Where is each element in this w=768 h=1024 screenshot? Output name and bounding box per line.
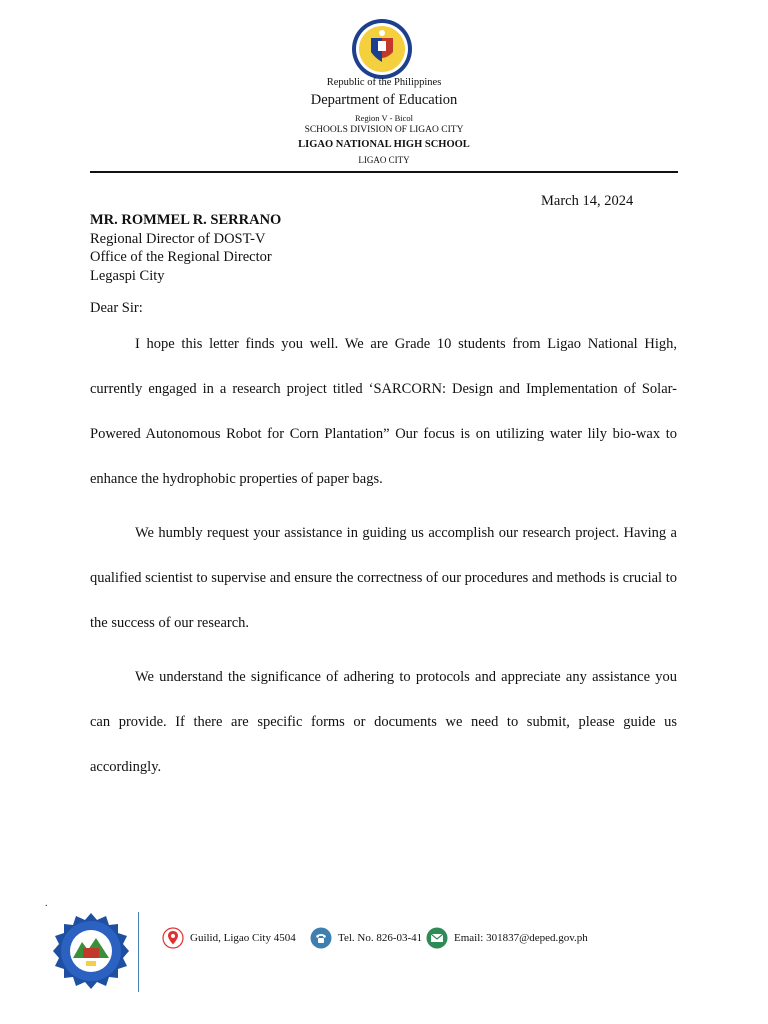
body-paragraph-3: We understand the significance of adhering to protocols and appreciate any assistance you can provide. If there are specific forms or documents we need to submit, please guide us accordingly. xyxy=(90,669,677,775)
header-division: SCHOOLS DIVISION OF LIGAO CITY xyxy=(304,125,464,135)
header-school: LIGAO NATIONAL HIGH SCHOOL xyxy=(298,139,470,150)
school-logo xyxy=(52,912,130,990)
recipient-address xyxy=(90,211,281,285)
recipient-title: Regional Director of DOST-V xyxy=(90,230,266,247)
body-paragraph-2: We humbly request your assistance in guiding us accomplish our research project. Having a qualified scientist to supervise and ensure the correctness of our procedures and methods is crucial to the success of our research. xyxy=(90,525,677,631)
email-icon xyxy=(426,927,448,949)
footer-address xyxy=(162,926,296,950)
recipient-office: Office of the Regional Director xyxy=(90,249,272,265)
phone-icon xyxy=(310,927,332,949)
header-divider xyxy=(90,171,678,173)
footer-address-text: Guilid, Ligao City 4504 xyxy=(190,932,296,944)
header-department: Department of Education xyxy=(310,92,458,108)
footer-email-text: Email: 301837@deped.gov.ph xyxy=(454,932,588,944)
letter-date: March 14, 2024 xyxy=(541,193,634,209)
header-region: Region V - Bicol xyxy=(354,113,413,123)
header-country: Republic of the Philippines xyxy=(326,77,442,88)
footer-divider xyxy=(138,912,139,992)
recipient-name: MR. ROMMEL R. SERRANO xyxy=(90,212,282,228)
deped-seal-logo xyxy=(351,18,413,80)
footer-phone-text: Tel. No. 826-03-41 xyxy=(338,932,423,944)
body-paragraph-1: I hope this letter finds you well. We are Grade 10 students from Ligao National High, currently engaged in a research project titled ‘SARCORN: Design and Implementation of Solar-Powered Autonomous Robot for Corn Plantation” Our focus is on utilizing water lily bio-wax to enhance the hydrophobic properties of paper bags. xyxy=(90,336,677,487)
footer-dot: . xyxy=(45,898,48,909)
recipient-city: Legaspi City xyxy=(90,267,165,284)
salutation: Dear Sir: xyxy=(90,300,143,316)
header-city: LIGAO CITY xyxy=(358,155,410,165)
footer-phone xyxy=(310,926,422,950)
footer-email xyxy=(426,926,588,950)
location-pin-icon xyxy=(162,927,184,949)
